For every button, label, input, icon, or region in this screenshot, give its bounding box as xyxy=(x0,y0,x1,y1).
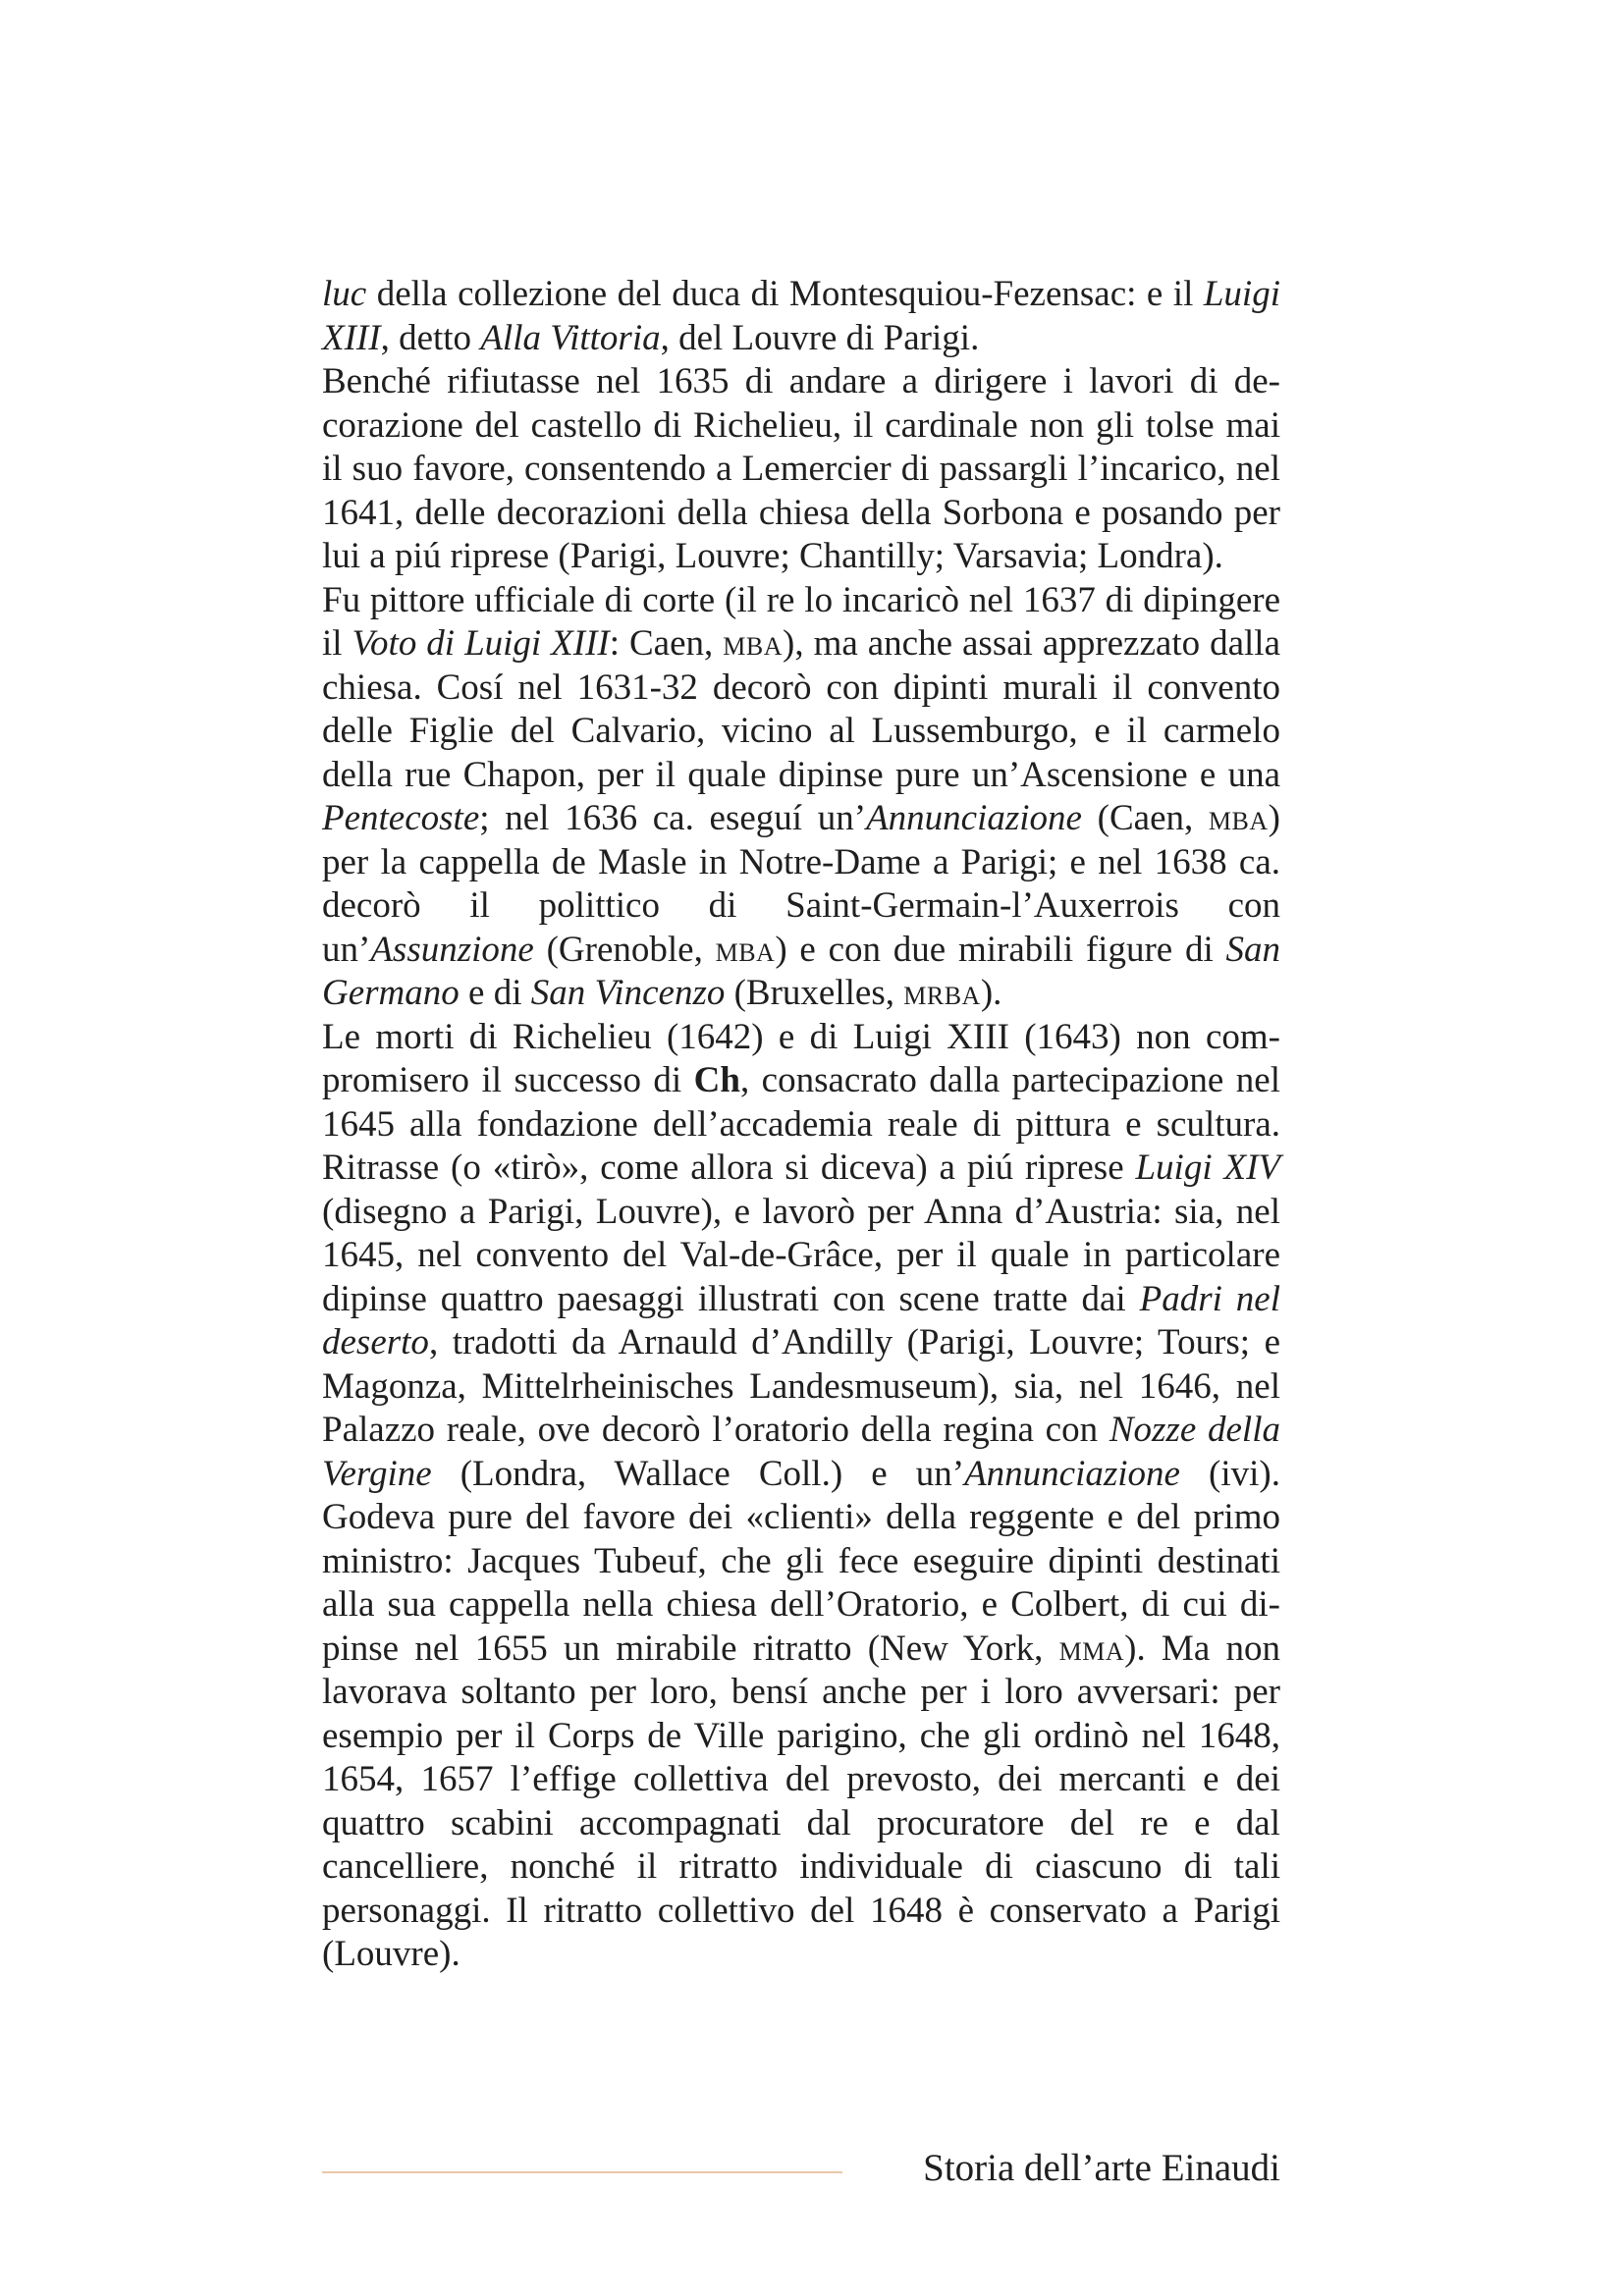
paragraph-1 xyxy=(322,273,1280,360)
footer-divider xyxy=(322,2171,842,2173)
artwork-title: Luigi XIII xyxy=(322,274,1280,358)
text-span: (disegno a Parigi, Louvre), e lavorò per Anna d’Austria: sia, nel 1645, nel convento del Val-de-Grâce, per il quale in particolare dipinse quattro paesaggi illustrati con scene tratte dai xyxy=(322,1191,1280,1319)
artist-abbreviation: Ch xyxy=(693,1060,740,1100)
text-span: Le morti di Richelieu (1642) e di Luigi XIII (1643) non compromisero il successo di xyxy=(322,1016,1280,1100)
text-span: (Grenoble, xyxy=(533,929,716,970)
text-span: , del Louvre di Parigi. xyxy=(660,317,980,358)
museum-abbreviation: mba xyxy=(723,623,784,664)
artwork-title: Luigi XIV xyxy=(1135,1148,1281,1188)
text-span: (ivi). Godeva pure del favore dei «clienti» della reggente e del primo ministro: Jacques Tubeuf, che gli fece eseguire dipinti destinati alla sua cappella nella chiesa dell’Oratorio, e Colbert, di cui dipinse nel 1655 un mirabile ritratto (New York, xyxy=(322,1453,1280,1669)
text-span: ; nel 1636 ca. eseguí un’ xyxy=(479,798,867,838)
artwork-title: Nozze della Vergine xyxy=(322,1410,1280,1494)
italic-text: luc xyxy=(322,274,367,314)
text-span: (Caen, xyxy=(1081,798,1209,838)
artwork-title: San Vincenzo xyxy=(530,973,726,1013)
body-text xyxy=(322,273,1280,1977)
paragraph-4 xyxy=(322,1016,1280,1977)
artwork-title: Pentecoste xyxy=(322,798,480,838)
artwork-title: San Germano xyxy=(322,929,1280,1013)
text-span: Fu pittore ufficiale di corte (il re lo incaricò nel 1637 di dipingere il xyxy=(322,579,1280,664)
text-span: ). xyxy=(980,973,1002,1013)
artwork-title: Assunzione xyxy=(370,929,534,970)
text-span: , tradotti da Arnauld d’Andilly (Parigi, Louvre; Tours; e Magonza, Mittelrheinisches Landesmuseum), sia, nel 1646, nel Palazzo reale, ove decorò l’oratorio della regina con xyxy=(322,1322,1280,1450)
text-span: ), ma anche assai apprezzato dalla chiesa. Cosí nel 1631-32 decorò con dipinti murali il convento delle Figlie del Calvario, vicino al Lussemburgo, e il carmelo della rue Chapon, per il quale dipinse pure un’Ascensione e una xyxy=(322,623,1280,795)
text-span: (Londra, Wallace Coll.) e un’ xyxy=(431,1453,965,1494)
footer-publication-title: Storia dell’arte Einaudi xyxy=(923,2147,1280,2189)
artwork-title: Padri nel deserto xyxy=(322,1278,1281,1362)
text-span: , detto xyxy=(380,317,481,358)
museum-abbreviation: mba xyxy=(1208,798,1269,838)
text-span: ). Ma non lavorava soltanto per loro, bensí anche per i loro avversari: per esempio per il Corps de Ville parigino, che gli ordinò nel 1648, 1654, 1657 l’effige collettiva del prevosto, dei mercanti e dei quattro scabini accompagnati dal procuratore del re e dal cancelliere, nonché il ritratto individuale di ciascuno di tali personaggi. Il ritratto collettivo del 1648 è conservato a Parigi (Louvre). xyxy=(322,1628,1280,1974)
museum-abbreviation: mba xyxy=(715,929,776,970)
artwork-title: Alla Vittoria xyxy=(480,317,661,358)
text-span: della collezione del duca di Montesquiou-Fezensac: e il xyxy=(366,274,1204,314)
text-span: e di xyxy=(459,973,531,1013)
museum-abbreviation: mma xyxy=(1058,1628,1125,1669)
text-span: , consacrato dalla partecipazione nel 1645 alla fondazione dell’accademia reale di pittura e scultura. Ritrasse (o «tirò», come allora si diceva) a piú riprese xyxy=(322,1060,1280,1188)
text-span: : Caen, xyxy=(609,623,724,664)
paragraph-3 xyxy=(322,579,1280,1016)
artwork-title: Annunciazione xyxy=(866,798,1082,838)
text-span: ) e con due mirabili figure di xyxy=(775,929,1226,970)
artwork-title: Annunciazione xyxy=(964,1453,1180,1494)
text-span: ) per la cappella de Masle in Notre-Dame a Parigi; e nel 1638 ca. decorò il polittico di Saint-Germain-l’Auxerrois con un’ xyxy=(322,798,1280,970)
museum-abbreviation: mrba xyxy=(903,973,981,1013)
text-span: (Bruxelles, xyxy=(725,973,904,1013)
paragraph-2: Benché rifiutasse nel 1635 di andare a dirigere i lavori di decorazione del castello di Richelieu, il cardinale non gli tolse mai il suo favore, consentendo a Lemercier di passargli l’incarico, nel 1641, delle decorazioni della chiesa della Sorbona e posando per lui a piú riprese (Parigi, Louvre; Chantilly; Varsavia; Londra). xyxy=(322,361,1280,576)
artwork-title: Voto di Luigi XIII xyxy=(352,623,610,664)
